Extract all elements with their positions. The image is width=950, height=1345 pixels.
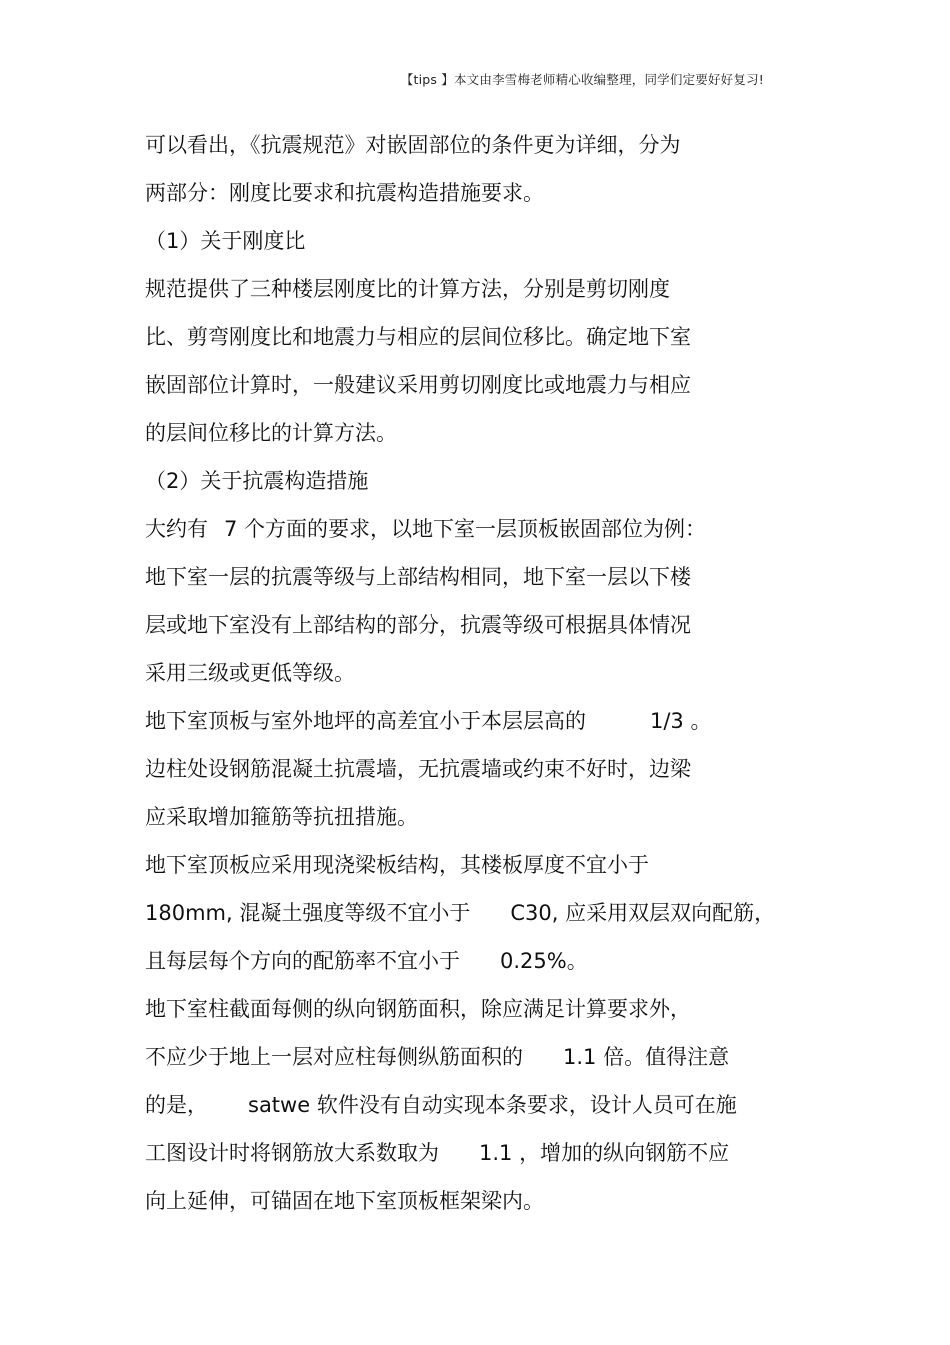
line-segment: 地下室顶板与室外地坪的高差宜小于本层层高的 xyxy=(145,709,586,733)
section-heading: （1）关于刚度比 xyxy=(145,229,306,253)
line-segment: 不应少于地上一层对应柱每侧纵筋面积的 xyxy=(145,1045,523,1069)
paragraph-line: 层或地下室没有上部结构的部分，抗震等级可根据具体情况 xyxy=(145,613,691,637)
paragraph-line: 地下室柱截面每侧的纵向钢筋面积，除应满足计算要求外， xyxy=(145,997,691,1021)
paragraph-line xyxy=(145,901,775,925)
header-tip-note: 【tips 】本文由李雪梅老师精心收编整理，同学们定要好好复习! xyxy=(400,72,764,87)
paragraph-line: 向上延伸，可锚固在地下室顶板框架梁内。 xyxy=(145,1189,544,1213)
paragraph-line xyxy=(145,949,588,973)
line-segment: 工图设计时将钢筋放大系数取为 xyxy=(145,1141,439,1165)
paragraph-line: 采用三级或更低等级。 xyxy=(145,661,355,685)
line-segment: 1.1 倍。值得注意 xyxy=(563,1045,730,1069)
paragraph-line: 边柱处设钢筋混凝土抗震墙，无抗震墙或约束不好时，边梁 xyxy=(145,757,691,781)
line-segment: satwe 软件没有自动实现本条要求，设计人员可在施 xyxy=(248,1093,737,1117)
paragraph-line xyxy=(145,517,706,541)
line-segment: 的是， xyxy=(145,1093,208,1117)
paragraph-line: 比、剪弯刚度比和地震力与相应的层间位移比。确定地下室 xyxy=(145,325,691,349)
line-segment: 且每层每个方向的配筋率不宜小于 xyxy=(145,949,460,973)
line-segment: 7 个方面的要求，以地下室一层顶板嵌固部位为例： xyxy=(224,517,707,541)
paragraph-line xyxy=(145,1093,737,1117)
line-segment: 1.1 ，增加的纵向钢筋不应 xyxy=(479,1141,730,1165)
line-segment: 180mm, 混凝土强度等级不宜小于 xyxy=(145,901,471,925)
paragraph-line xyxy=(145,709,711,733)
paragraph-line: 地下室一层的抗震等级与上部结构相同，地下室一层以下楼 xyxy=(145,565,691,589)
paragraph-line: 应采取增加箍筋等抗扭措施。 xyxy=(145,805,418,829)
paragraph-line: 可以看出，《抗震规范》对嵌固部位的条件更为详细，分为 xyxy=(145,133,681,157)
paragraph-line xyxy=(145,1045,729,1069)
line-segment: 0.25%。 xyxy=(500,949,588,973)
paragraph-line: 两部分：刚度比要求和抗震构造措施要求。 xyxy=(145,181,544,205)
line-segment: C30, 应采用双层双向配筋， xyxy=(510,901,776,925)
line-segment: 大约有 xyxy=(145,517,208,541)
paragraph-line xyxy=(145,1141,729,1165)
paragraph-line: 嵌固部位计算时，一般建议采用剪切刚度比或地震力与相应 xyxy=(145,373,691,397)
paragraph-line: 的层间位移比的计算方法。 xyxy=(145,421,397,445)
section-heading: （2）关于抗震构造措施 xyxy=(145,469,369,493)
line-segment: 1/3 。 xyxy=(650,709,712,733)
paragraph-line: 地下室顶板应采用现浇梁板结构，其楼板厚度不宜小于 xyxy=(145,853,649,877)
paragraph-line: 规范提供了三种楼层刚度比的计算方法，分别是剪切刚度 xyxy=(145,277,670,301)
